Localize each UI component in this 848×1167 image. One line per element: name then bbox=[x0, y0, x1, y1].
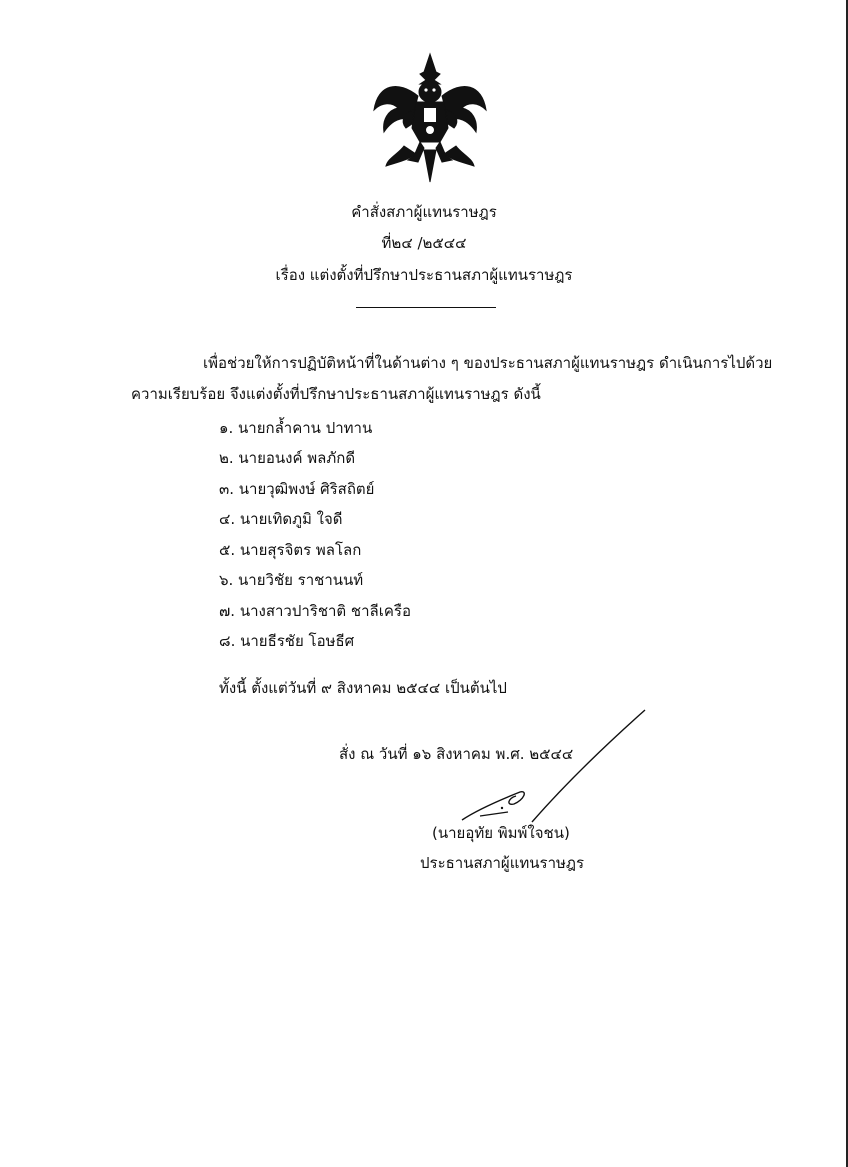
title-divider bbox=[356, 307, 496, 308]
order-date-line: สั่ง ณ วันที่ ๑๖ สิงหาคม พ.ศ. ๒๕๔๔ bbox=[339, 745, 574, 763]
signer-name: (นายอุทัย พิมพ์ใจชน) bbox=[432, 824, 570, 842]
signer-title: ประธานสภาผู้แทนราษฎร bbox=[420, 854, 585, 872]
document-subject: เรื่อง แต่งตั้งที่ปรึกษาประธานสภาผู้แทนราษฎร bbox=[275, 266, 573, 284]
appointee-item: ๘. นายธีรชัย โอษธีศ bbox=[219, 632, 355, 650]
effective-date-line: ทั้งนี้ ตั้งแต่วันที่ ๙ สิงหาคม ๒๕๔๔ เป็นต้นไป bbox=[219, 679, 507, 697]
appointee-item: ๒. นายอนงค์ พลภักดี bbox=[219, 449, 356, 467]
document-number: ที่๒๔ /๒๕๔๔ bbox=[381, 234, 467, 252]
garuda-emblem-icon bbox=[368, 50, 492, 186]
appointee-item: ๕. นายสุรจิตร พลโลก bbox=[219, 541, 362, 559]
appointee-item: ๔. นายเทิดภูมิ ใจดี bbox=[219, 510, 343, 528]
appointee-item: ๗. นางสาวปาริชาติ ชาลีเครือ bbox=[219, 602, 411, 620]
appointee-item: ๓. นายวุฒิพงษ์ ศิริสถิตย์ bbox=[219, 480, 375, 498]
document-title: คำสั่งสภาผู้แทนราษฎร bbox=[351, 203, 497, 221]
intro-paragraph-line-1: เพื่อช่วยให้การปฏิบัติหน้าที่ในด้านต่าง ๆ ของประธานสภาผู้แทนราษฎร ดำเนินการไปด้วย bbox=[203, 354, 773, 372]
handwritten-signature bbox=[450, 700, 660, 830]
appointee-item: ๑. นายกล้ำคาน ปาทาน bbox=[219, 419, 373, 437]
intro-paragraph-line-2: ความเรียบร้อย จึงแต่งตั้งที่ปรึกษาประธานสภาผู้แทนราษฎร ดังนี้ bbox=[131, 385, 541, 403]
appointee-item: ๖. นายวิชัย ราชานนท์ bbox=[219, 571, 364, 589]
